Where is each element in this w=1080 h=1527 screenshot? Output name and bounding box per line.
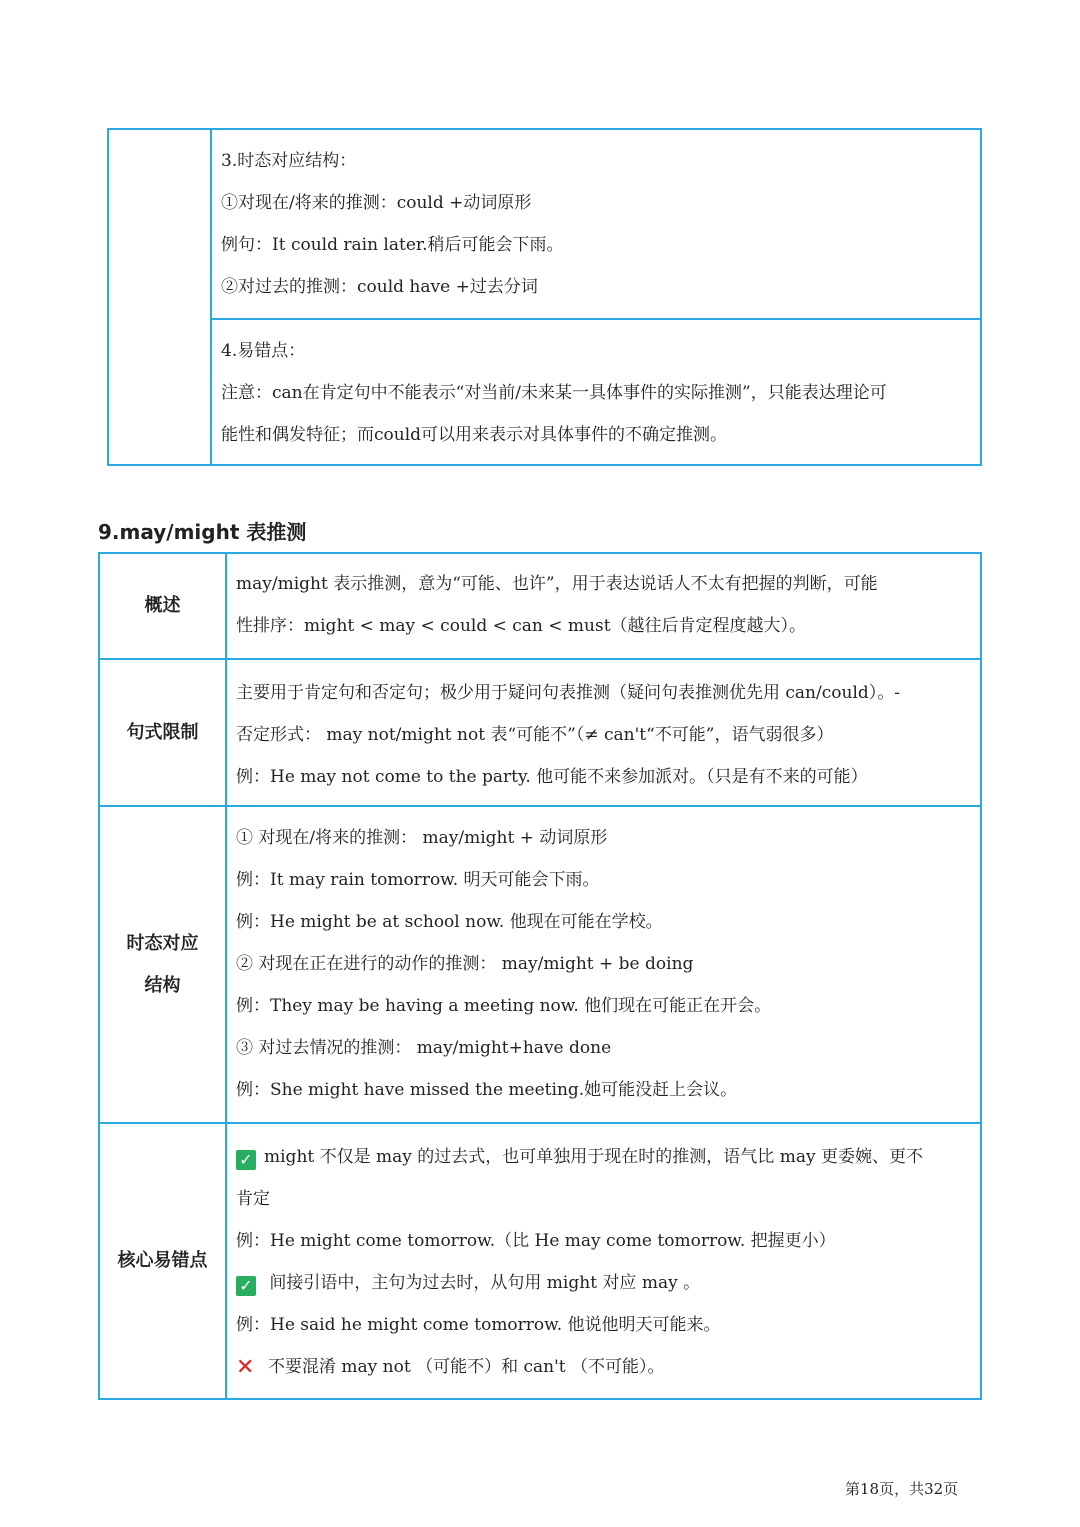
core-errors-line: 例：He said he might come tomorrow. 他说他明天可能来。 xyxy=(236,1315,721,1335)
row-header-tense-structure xyxy=(99,806,226,1123)
core-errors-line xyxy=(236,1136,970,1178)
table-row xyxy=(99,1123,981,1399)
overview-line: may/might 表示推测，意为“可能、也许”，用于表达说话人不太有把握的判断，可能 xyxy=(236,574,878,594)
tense-structure-cell xyxy=(226,806,981,1123)
errors-line: 能性和偶发特征；而could可以用来表示对具体事件的不确定推测。 xyxy=(221,425,728,445)
core-errors-text: might 不仅是 may 的过去式，也可单独用于现在时的推测，语气比 may 更委婉、更不 xyxy=(264,1147,923,1167)
row-header-overview: 概述 xyxy=(99,553,226,659)
structure-cell xyxy=(211,129,981,319)
row-header-core-errors: 核心易错点 xyxy=(99,1123,226,1399)
table-row xyxy=(99,659,981,806)
check-icon: ✓ xyxy=(236,1150,256,1170)
limits-line: 否定形式： may not/might not 表“可能不”（≠ can't“不可能”，语气弱很多） xyxy=(236,725,834,745)
page-footer: 第18页，共32页 xyxy=(845,1480,959,1498)
tense-line: 例：He might be at school now. 他现在可能在学校。 xyxy=(236,912,663,932)
tense-header-line1: 时态对应 xyxy=(126,932,199,954)
core-errors-text: 间接引语中，主句为过去时，从句用 might 对应 may 。 xyxy=(264,1273,701,1293)
tense-line: ② 对现在正在进行的动作的推测： may/might + be doing xyxy=(236,954,694,974)
limits-line: 例：He may not come to the party. 他可能不来参加派对。（只是有不来的可能） xyxy=(236,767,868,787)
row-header-sentence-limits: 句式限制 xyxy=(99,659,226,806)
top-table-header-cell xyxy=(108,129,211,465)
core-errors-line xyxy=(236,1346,970,1389)
errors-title: 4.易错点： xyxy=(221,341,306,361)
table-row xyxy=(99,806,981,1123)
table-row xyxy=(99,553,981,659)
core-errors-text: 不要混淆 may not （可能不）和 can't （不可能）。 xyxy=(268,1357,665,1377)
section-title: 9.may/might 表推测 xyxy=(98,520,307,544)
overview-line: 性排序：might < may < could < can < must（越往后肯定程度越大）。 xyxy=(236,616,807,636)
tense-line: 例：They may be having a meeting now. 他们现在可能正在开会。 xyxy=(236,996,772,1016)
cross-icon: ✕ xyxy=(236,1355,255,1380)
tense-line: 例：It may rain tomorrow. 明天可能会下雨。 xyxy=(236,870,600,890)
errors-line: 注意：can在肯定句中不能表示“对当前/未来某一具体事件的实际推测”，只能表达理论可 xyxy=(221,383,887,403)
check-icon: ✓ xyxy=(236,1276,256,1296)
overview-cell xyxy=(226,553,981,659)
structure-title: 3.时态对应结构： xyxy=(221,151,357,171)
core-errors-line: 例：He might come tomorrow.（比 He may come tomorrow. 把握更小） xyxy=(236,1231,836,1251)
tense-header-line2: 结构 xyxy=(144,974,181,996)
main-table xyxy=(98,552,982,1400)
structure-line: 例句：It could rain later.稍后可能会下雨。 xyxy=(221,235,564,255)
top-table xyxy=(107,128,982,466)
errors-cell xyxy=(211,319,981,465)
sentence-limits-cell xyxy=(226,659,981,806)
tense-line: ① 对现在/将来的推测： may/might + 动词原形 xyxy=(236,828,608,848)
tense-line: ③ 对过去情况的推测： may/might+have done xyxy=(236,1038,612,1058)
tense-line: 例：She might have missed the meeting.她可能没赶上会议。 xyxy=(236,1080,738,1100)
structure-line: ①对现在/将来的推测：could +动词原形 xyxy=(221,193,532,213)
limits-line: 主要用于肯定句和否定句；极少用于疑问句表推测（疑问句表推测优先用 can/could）。- xyxy=(236,683,901,703)
structure-line: ②对过去的推测：could have +过去分词 xyxy=(221,277,538,297)
core-errors-line xyxy=(236,1262,970,1304)
core-errors-line: 肯定 xyxy=(236,1189,270,1209)
core-errors-cell xyxy=(226,1123,981,1399)
